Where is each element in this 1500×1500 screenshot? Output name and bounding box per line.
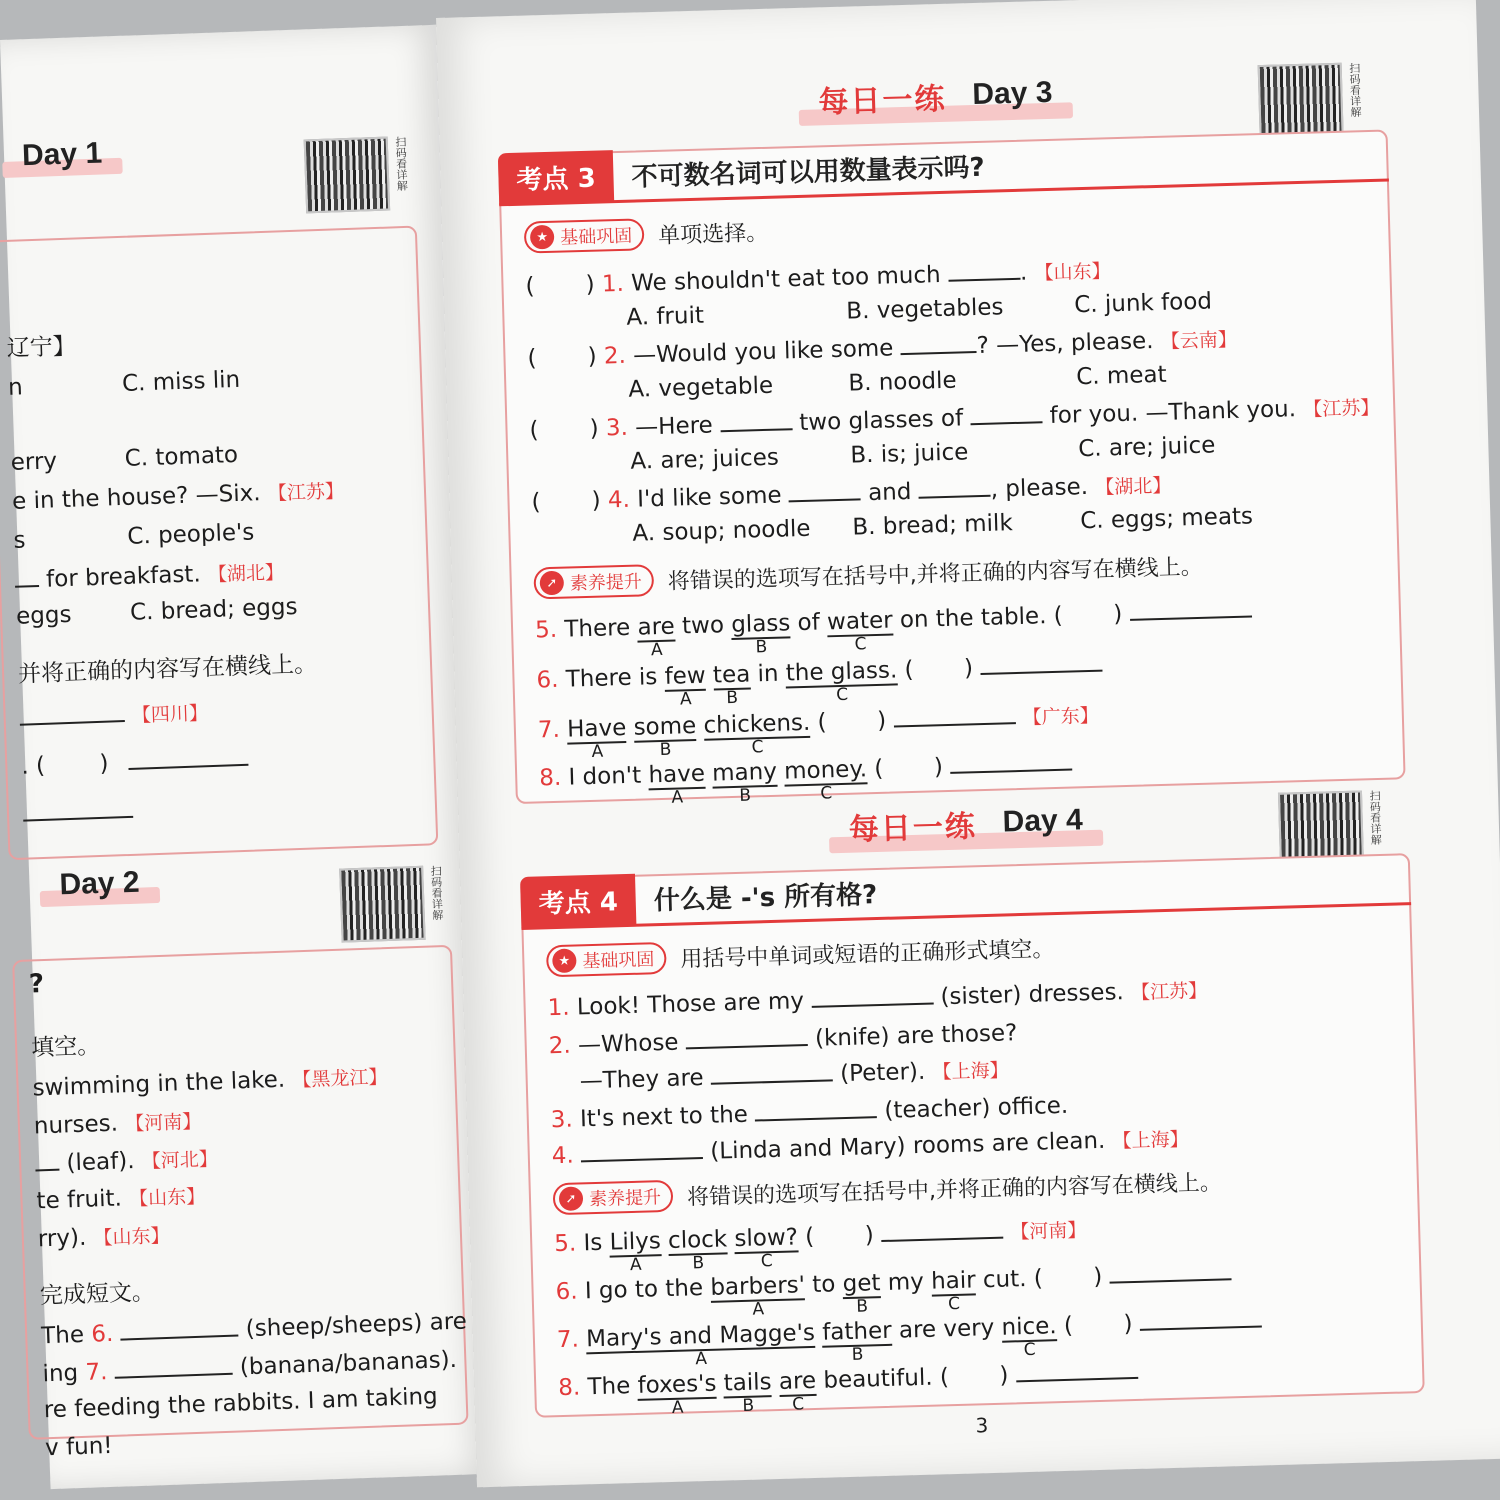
qr-label: 扫码看详解 [1367,789,1383,846]
question-text: —Here [634,412,714,441]
qr-label: 扫码看详解 [393,135,409,192]
question-text: my [887,1268,925,1296]
choice-a[interactable] [664,662,707,710]
choice-label: B [856,1296,869,1317]
day3-title: 不可数名词可以用数量表示吗? [631,152,986,193]
question-text: ) [933,754,944,781]
question-text: I go to the [584,1275,704,1305]
question-text: beautiful. [823,1364,933,1394]
day3-instruction-1 [524,215,769,254]
question-text: ( [873,755,884,783]
answer-blank[interactable] [1109,1258,1232,1283]
answer-blank[interactable] [1139,1305,1262,1330]
choice-word: Lilys [609,1228,662,1256]
choice-word: some [633,713,697,741]
paren-open: . ( [20,752,46,780]
choice-b[interactable] [821,1317,892,1365]
choice-c[interactable] [734,1224,799,1272]
paren-close: ) [99,750,109,777]
qr-code-icon[interactable] [304,137,391,214]
left-line: v fun! [44,1432,113,1462]
choice-word: are [778,1367,817,1395]
source-tag: 【河南】 [124,1110,202,1136]
answer-blank[interactable] [720,408,793,432]
choice-a[interactable] [710,1272,806,1320]
choice-b[interactable] [730,610,791,658]
day4-card-header [520,853,1411,930]
question-text: Is [583,1229,603,1257]
choice-label: C [947,1293,961,1315]
badge-label: 基础巩固 [559,225,633,249]
q-line [534,595,1252,661]
question-text: and [867,478,912,507]
choice-label: A [679,689,692,710]
day4-banner-en: Day 4 [1002,803,1084,839]
question-text: are very [898,1314,995,1344]
question-text: ) [963,655,974,682]
source-tag: 【河北】 [141,1148,219,1173]
question-number: 7. [556,1326,580,1354]
question-text: (knife) are those? [814,1020,1018,1052]
left-line [23,796,134,828]
q-line [579,1054,1009,1094]
left-line [37,1221,170,1253]
option-b[interactable]: B. noodle [848,367,957,397]
option-c[interactable]: C. are; juice [1077,432,1216,463]
answer-blank[interactable] [900,331,977,355]
question-number: 2. [548,1032,572,1060]
choice-word: nice. [1001,1313,1057,1341]
question-number: 8. [538,764,562,792]
left-line-text: te fruit. [36,1185,123,1215]
choice-word: slow? [734,1224,799,1253]
question-number: 3. [605,414,629,442]
source-tag: 【湖北】 [1094,474,1172,499]
question-text: ( [939,1364,950,1391]
choice-c[interactable] [785,657,898,706]
q-line [550,1091,1068,1133]
left-line: re feeding the rabbits. I am taking [43,1383,439,1424]
day4-title: 什么是 -'s 所有格? [653,880,878,917]
question-text: ) [1093,1263,1103,1291]
source-tag: 【山东】 [93,1224,170,1250]
choice-word: few [664,662,707,690]
basics-badge [524,218,645,253]
choice-label: C [820,783,833,804]
left-line-text: for breakfast. [45,561,202,593]
question-text: Look! Those are my [576,988,805,1021]
source-tag: 【云南】 [1160,328,1238,353]
answer-blank[interactable] [918,475,991,499]
right-page [436,0,1500,1487]
q-line [548,1018,1017,1059]
question-text: ) [876,707,887,734]
day3-card [498,129,1406,808]
question-text: cut. ( [982,1265,1044,1294]
choice-word: the glass. [785,657,898,687]
day2-label: Day 2 [58,865,141,902]
question-text: ) [1123,1311,1133,1338]
choice-label: A [695,1348,708,1370]
option-a[interactable]: A. soup; noodle [632,515,811,547]
choice-a[interactable] [648,760,706,808]
question-text: It's next to the [579,1101,749,1133]
q-line [537,700,1100,762]
left-line-text: (sheep/sheeps) are [245,1308,468,1343]
options-row [630,432,1216,474]
left-line: C. people's [126,519,255,550]
answer-blank[interactable] [948,258,1021,282]
qr-label: 扫码看详解 [1347,62,1363,118]
left-page [0,25,490,1489]
question-text: We shouldn't eat too much [630,262,941,297]
source-tag: 【四川】 [131,702,209,727]
q-line [556,1305,1263,1370]
instruction-text: 单项选择。 [657,220,769,249]
question-text: ( [904,656,914,684]
choice-c[interactable] [703,709,811,758]
paren-box[interactable]: ( ) [531,487,602,516]
choice-c[interactable] [783,756,868,804]
choice-c[interactable] [778,1367,817,1415]
source-tag: 【黑龙江】 [292,1066,388,1092]
choice-label: A [629,1254,642,1276]
badge-label: 素养提升 [569,571,643,595]
answer-blank[interactable] [970,401,1043,425]
choice-label: C [854,634,867,655]
question-text: There is [565,664,658,693]
choice-c[interactable] [826,607,893,655]
option-a[interactable]: A. fruit [626,302,705,331]
option-b[interactable]: B. is; juice [850,439,969,469]
improve-badge [533,564,654,599]
left-line-text: e in the house? —Six. [11,480,262,515]
choice-label: A [671,787,684,808]
question-number: 4. [607,486,631,514]
choice-word: hair [930,1267,976,1295]
source-tag: 【江苏】 [1302,396,1380,421]
question-number: 7. [85,1359,108,1386]
choice-word: are [637,613,676,641]
answer-blank[interactable] [980,650,1103,675]
choice-label: A [671,1397,684,1418]
star-icon: ★ [552,948,577,973]
choice-b[interactable] [842,1270,881,1317]
lightning-icon: ➚ [539,571,564,596]
source-tag: 【河南】 [1010,1219,1087,1244]
qr-code-icon[interactable] [339,866,426,943]
choice-word: tails [723,1369,772,1397]
day4-tag: 考点 4 [520,873,637,928]
question-text: The [587,1373,631,1401]
choice-word: barbers' [710,1272,806,1301]
left-line-text: nurses. [33,1110,119,1140]
question-text: (Peter). [839,1058,926,1088]
choice-label: B [851,1344,864,1365]
option-c[interactable]: C. eggs; meats [1079,503,1254,535]
question-number: 4. [551,1142,575,1170]
choice-b[interactable] [711,758,778,806]
day4-banner-cn: 每日一练 [848,810,978,847]
answer-blank[interactable] [35,1149,60,1172]
choice-label: B [742,1395,755,1416]
question-text: , please. [990,473,1089,503]
day3-card-header [498,129,1389,206]
source-tag: 【上海】 [932,1059,1009,1084]
question-number: 1. [601,270,625,298]
improve-badge [553,1180,674,1215]
option-b[interactable]: B. vegetables [845,294,1004,325]
day3-banner-en: Day 3 [971,75,1053,112]
instruction-text: 将错误的选项写在括号中,并将正确的内容写在横线上。 [667,554,1203,595]
left-line-text: rry). [37,1224,87,1253]
choice-a[interactable] [637,1370,717,1418]
choice-label: C [760,1251,774,1272]
question-text: on the table. ( [899,602,1064,634]
choice-b[interactable] [667,1226,728,1274]
answer-blank[interactable] [120,1314,239,1340]
choice-label: B [755,636,768,658]
option-b[interactable]: B. bread; milk [852,510,1014,541]
source-tag: 【上海】 [1112,1128,1189,1153]
choice-label: A [591,741,604,762]
day4-instruction-2 [553,1165,1223,1216]
choice-word: tea [712,661,751,689]
choice-word: many [711,758,778,787]
choice-b[interactable] [633,713,697,761]
question-text: (sister) dresses. [940,979,1125,1011]
choice-word: glass [730,610,791,638]
left-line: C. miss lin [121,366,241,397]
source-tag: 【广东】 [1022,704,1100,729]
answer-blank[interactable] [881,1217,1004,1242]
star-icon: ★ [530,225,555,250]
question-text: ) [1112,601,1123,628]
question-text: . [1019,259,1028,286]
question-number: 7. [537,716,561,744]
option-c[interactable]: C. meat [1075,361,1167,391]
day1-banner [21,137,102,174]
source-tag: 【湖北】 [207,561,285,587]
source-tag: 【江苏】 [1130,979,1208,1004]
choice-a[interactable] [566,714,627,762]
question-text: of [797,609,821,637]
question-text: ? —Yes, please. [976,328,1154,360]
choice-label: B [659,739,672,761]
source-tag: 【山东】 [1034,260,1111,285]
left-line-text: The [40,1321,85,1350]
answer-blank[interactable] [811,983,934,1008]
left-line: 完成短文。 [39,1279,156,1310]
answer-blank[interactable] [710,1059,833,1084]
choice-word: Mary's and Magge's [585,1319,816,1353]
choice-a[interactable] [609,1228,662,1276]
source-tag: 【江苏】 [267,480,345,505]
answer-blank[interactable] [19,700,125,726]
question-text: I'd like some [636,482,782,513]
choice-label: C [835,684,849,706]
choice-word: father [821,1317,892,1346]
choice-word: Have [566,714,627,743]
choice-label: B [726,687,739,709]
left-line-text: (leaf). [66,1147,135,1177]
q-line [536,650,1103,710]
question-text: —Whose [577,1029,679,1059]
choice-label: B [692,1253,705,1274]
badge-label: 基础巩固 [582,949,655,973]
left-line: 辽宁】 [6,333,77,362]
qr-label: 扫码看详解 [429,865,444,921]
option-a[interactable]: A. vegetable [628,372,774,403]
answer-blank[interactable] [114,1353,233,1379]
option-c[interactable]: C. junk food [1073,288,1213,319]
question-text: two glasses of [798,405,964,437]
left-line: s [13,527,26,554]
answer-blank[interactable] [581,1137,704,1162]
day4-card [520,853,1425,1418]
answer-blank[interactable] [685,1024,808,1049]
question-text: —Would you like some [632,335,894,369]
paren-box[interactable]: ( ) [529,415,600,444]
question-text: ( [817,709,827,736]
left-line: C. tomato [124,441,239,472]
choice-b[interactable] [712,661,751,709]
instruction-text: 用括号中单词或短语的正确形式填空。 [680,936,1055,973]
answer-blank[interactable] [14,565,39,588]
day4-instruction-1 [546,931,1055,977]
choice-word: have [648,760,706,789]
question-text: —They are [579,1064,704,1095]
instruction-text: 将错误的选项写在括号中,并将正确的内容写在横线上。 [686,1170,1223,1210]
choice-word: water [826,607,893,636]
choice-label: C [751,737,764,758]
answer-blank[interactable] [1129,595,1252,620]
day3-banner [818,71,1053,122]
question-number: 2. [603,342,627,370]
page-number: 3 [975,1413,989,1438]
choice-word: foxes's [637,1370,717,1399]
question-number: 6. [536,666,559,694]
left-line: n [7,374,24,401]
choice-c[interactable] [1001,1313,1057,1361]
left-line-text: (banana/bananas). [239,1346,458,1381]
question-number: 1. [547,994,571,1022]
answer-blank[interactable] [23,796,134,822]
left-line-text: ing [42,1360,79,1388]
day3-banner-cn: 每日一练 [818,82,947,120]
choice-word: clock [667,1226,728,1254]
question-text: (Linda and Mary) rooms are clean. [709,1127,1106,1165]
question-number: 6. [555,1278,578,1306]
q-line [557,1357,1138,1418]
paren-box[interactable]: ( ) [527,343,598,372]
choice-label: C [791,1394,805,1415]
answer-blank[interactable] [1015,1357,1138,1382]
left-line: erry [10,448,58,476]
question-text: (teacher) office. [884,1092,1069,1124]
left-line-text: swimming in the lake. [32,1066,286,1102]
day2-banner [59,866,140,903]
question-number: 3. [550,1106,574,1134]
question-text: I don't [568,762,642,791]
day4-banner [848,798,1083,849]
paren-box[interactable]: ( ) [525,271,595,300]
question-number: 8. [557,1374,581,1402]
choice-a[interactable] [637,613,676,661]
answer-blank[interactable] [893,702,1016,727]
question-text: ) [864,1222,875,1249]
source-tag: 【山东】 [128,1185,206,1211]
answer-blank[interactable] [788,478,861,502]
choice-label: C [1023,1339,1036,1361]
day3-instruction-2 [533,549,1203,600]
lightning-icon: ➚ [559,1186,584,1211]
choice-label: B [739,785,752,806]
question-number: 5. [534,616,558,644]
question-text: ( [804,1223,815,1251]
q-line [553,1214,1087,1276]
day1-label: Day 1 [21,136,103,173]
question-text: in [757,660,779,688]
qr-code-icon[interactable] [1258,63,1344,139]
question-text: for you. —Thank you. [1049,396,1297,430]
choice-label: A [752,1299,765,1320]
choice-word: chickens. [703,709,811,739]
left-line: C. bread; eggs [129,593,298,626]
left-line: ? [28,969,45,1000]
q-line [547,975,1207,1021]
option-a[interactable]: A. are; juices [630,444,780,475]
q-line [538,749,1073,808]
question-text: There [564,614,631,643]
badge-label: 素养提升 [588,1187,662,1211]
left-line: 并将正确的内容写在横线上。 [17,651,318,688]
choice-label: A [650,639,663,661]
choice-c[interactable] [930,1267,976,1315]
answer-blank[interactable] [127,744,248,770]
options-row [628,362,1167,403]
question-number: 6. [90,1320,114,1348]
left-line: 填空。 [30,1033,101,1062]
question-text: two [681,612,725,640]
options-row [626,288,1212,330]
question-text: to [811,1271,836,1298]
choice-b[interactable] [723,1369,772,1416]
q-line [555,1258,1232,1320]
question-text: ) [999,1362,1009,1389]
choice-word: get [842,1270,881,1298]
choice-word: money. [783,756,868,785]
choice-a[interactable] [585,1319,816,1370]
question-text: ( [1063,1312,1074,1339]
answer-blank[interactable] [950,749,1073,774]
left-line: eggs [15,601,72,630]
answer-blank[interactable] [755,1096,878,1121]
basics-badge [546,942,667,977]
question-number: 5. [553,1230,577,1258]
day3-tag: 考点 3 [498,150,615,205]
